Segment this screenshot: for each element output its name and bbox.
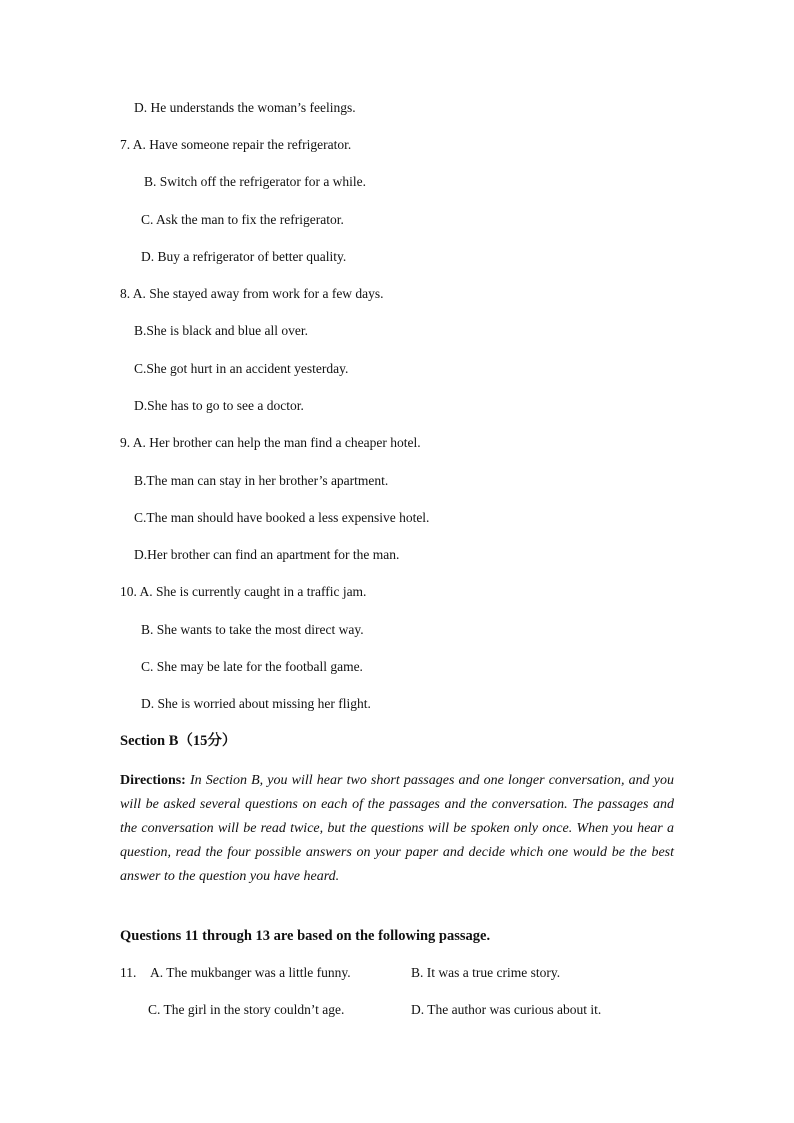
section-b-heading: Section B（15分） — [120, 733, 237, 749]
question-11-option-c: C. The girl in the story couldn’t age. — [148, 1002, 345, 1017]
directions-paragraph — [120, 769, 674, 889]
question-7-option-d: D. Buy a refrigerator of better quality. — [141, 249, 347, 264]
question-11-option-b: B. It was a true crime story. — [411, 965, 561, 980]
question-8-option-a: 8. A. She stayed away from work for a few days. — [120, 286, 384, 301]
question-8-option-d: D.She has to go to see a doctor. — [134, 398, 304, 413]
question-11-option-a: A. The mukbanger was a little funny. — [150, 965, 351, 980]
question-10-option-c: C. She may be late for the football game. — [141, 659, 363, 674]
question-8-option-c: C.She got hurt in an accident yesterday. — [134, 361, 349, 376]
question-8-option-b: B.She is black and blue all over. — [134, 323, 308, 338]
directions-label: Directions: — [120, 773, 186, 788]
question-7-option-c: C. Ask the man to fix the refrigerator. — [141, 212, 344, 227]
question-9-option-a: 9. A. Her brother can help the man find a cheaper hotel. — [120, 435, 421, 450]
question-11-option-d: D. The author was curious about it. — [411, 1002, 602, 1017]
question-7-option-b: B. Switch off the refrigerator for a while. — [144, 174, 367, 189]
question-7-option-a: 7. A. Have someone repair the refrigerator. — [120, 137, 352, 152]
question-9-option-b: B.The man can stay in her brother’s apartment. — [134, 473, 389, 488]
question-10-option-d: D. She is worried about missing her flight. — [141, 696, 371, 711]
question-6-option-d: D. He understands the woman’s feelings. — [134, 100, 356, 115]
question-9-option-d: D.Her brother can find an apartment for the man. — [134, 547, 400, 562]
question-10-option-a: 10. A. She is currently caught in a traffic jam. — [120, 584, 367, 599]
question-11-number: 11. — [120, 965, 137, 980]
question-9-option-c: C.The man should have booked a less expensive hotel. — [134, 510, 430, 525]
question-10-option-b: B. She wants to take the most direct way. — [141, 622, 364, 637]
directions-text: In Section B, you will hear two short passages and one longer conversation, and you will be asked several questions on each of the passages and the conversation. The passages and the conversation will be read twice, but the questions will be spoken only once. When you hear a question, read the four possible answers on your paper and decide which one would be the best answer to the question you have heard. — [120, 773, 674, 884]
question-group-heading: Questions 11 through 13 are based on the following passage. — [120, 928, 491, 944]
